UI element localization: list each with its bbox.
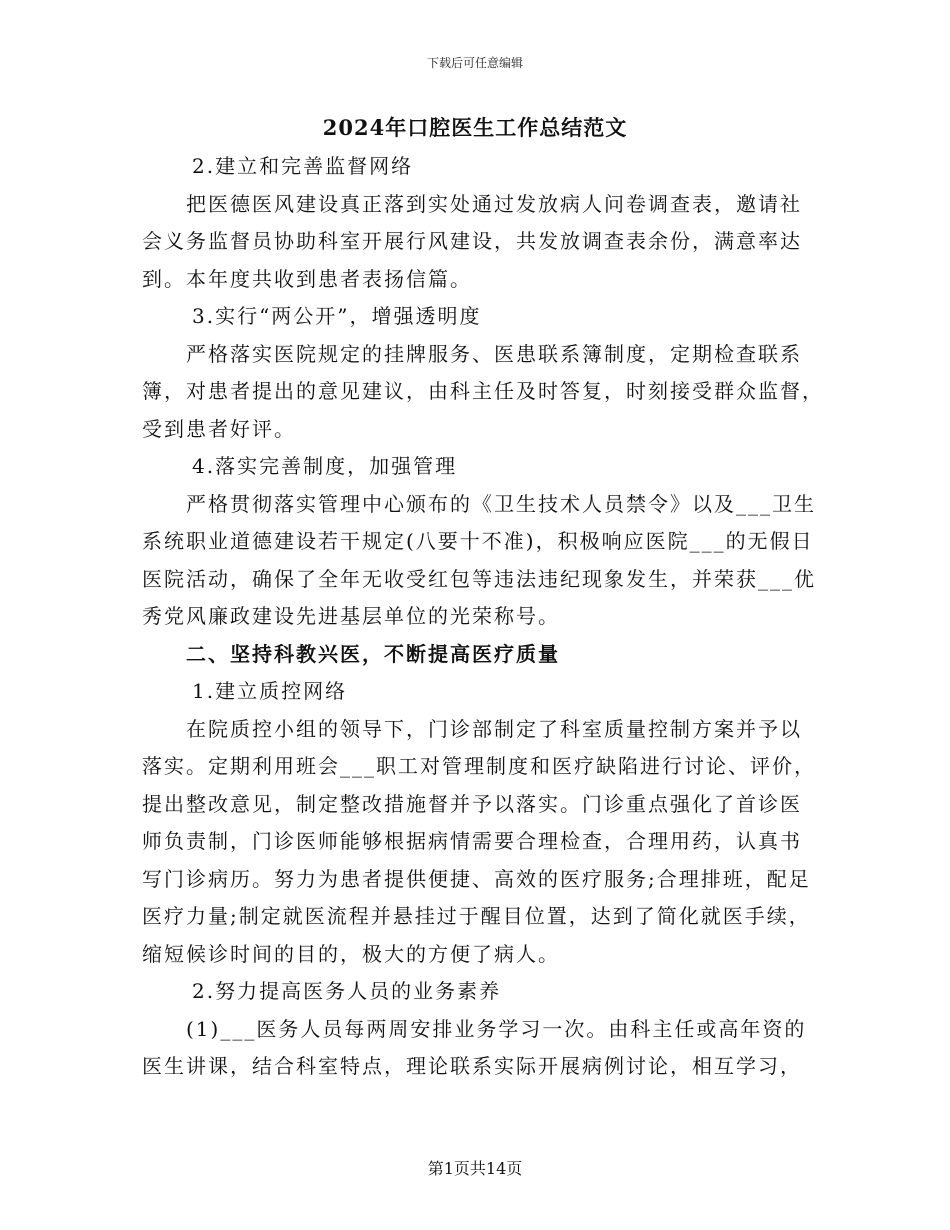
text-line: 提出整改意见，制定整改措施督并予以落实。门诊重点强化了首诊医 [142,791,802,816]
text-line: 1.建立质控网络 [192,679,348,703]
text-line: 师负责制，门诊医师能够根据病情需要合理检查，合理用药，认真书 [142,829,802,853]
text-line: 秀党风廉政建设先进基层单位的光荣称号。 [142,604,560,628]
text-line: 2.建立和完善监督网络 [192,154,414,178]
text-line: 严格贯彻落实管理中心颁布的《卫生技术人员禁令》以及___卫生 [186,491,816,516]
text-line: 到。本年度共收到患者表扬信篇。 [142,266,472,291]
text-line: 4.落实完善制度，加强管理 [192,454,458,478]
text-line: 3.实行“两公开”，增强透明度 [192,304,482,328]
document-title: 2024年口腔医生工作总结范文 [322,115,628,140]
text-line: 严格落实医院规定的挂牌服务、医患联系簿制度，定期检查联系 [186,341,802,366]
text-line: 系统职业道德建设若干规定(八要十不准)，积极响应医院___的无假日 [142,529,814,553]
text-line: 在院质控小组的领导下，门诊部制定了科室质量控制方案并予以 [186,716,802,741]
document-body [142,148,824,1086]
text-line: 簿，对患者提出的意见建议，由科主任及时答复，时刻接受群众监督， [142,379,824,403]
text-line: (1)___医务人员每两周安排业务学习一次。由科主任或高年资的 [186,1016,807,1041]
text-line: 医院活动，确保了全年无收受红包等违法违纪现象发生，并荣获___优 [142,566,816,591]
text-line: 把医德医风建设真正落到实处通过发放病人问卷调查表，邀请社 [186,191,802,216]
text-line: 写门诊病历。努力为患者提供便捷、高效的医疗服务;合理排班，配足 [142,866,811,891]
text-line: 落实。定期利用班会___职工对管理制度和医疗缺陷进行讨论、评价， [142,754,816,778]
text-line: 医疗力量;制定就医流程并悬挂过于醒目位置，达到了简化就医手续， [142,904,811,928]
page-header: 下载后可任意编辑 [426,56,523,70]
text-line: 缩短候诊时间的目的，极大的方便了病人。 [142,941,560,966]
text-line: 会义务监督员协助科室开展行风建设，共发放调查表余份，满意率达 [142,229,802,253]
text-line: 受到患者好评。 [142,416,296,441]
text-line: 医生讲课，结合科室特点，理论联系实际开展病例讨论，相互学习， [142,1054,802,1078]
page-footer: 第1页共14页 [427,1159,523,1178]
text-line: 二、坚持科教兴医，不断提高医疗质量 [186,641,560,666]
text-line: 2.努力提高医务人员的业务素养 [192,979,502,1003]
